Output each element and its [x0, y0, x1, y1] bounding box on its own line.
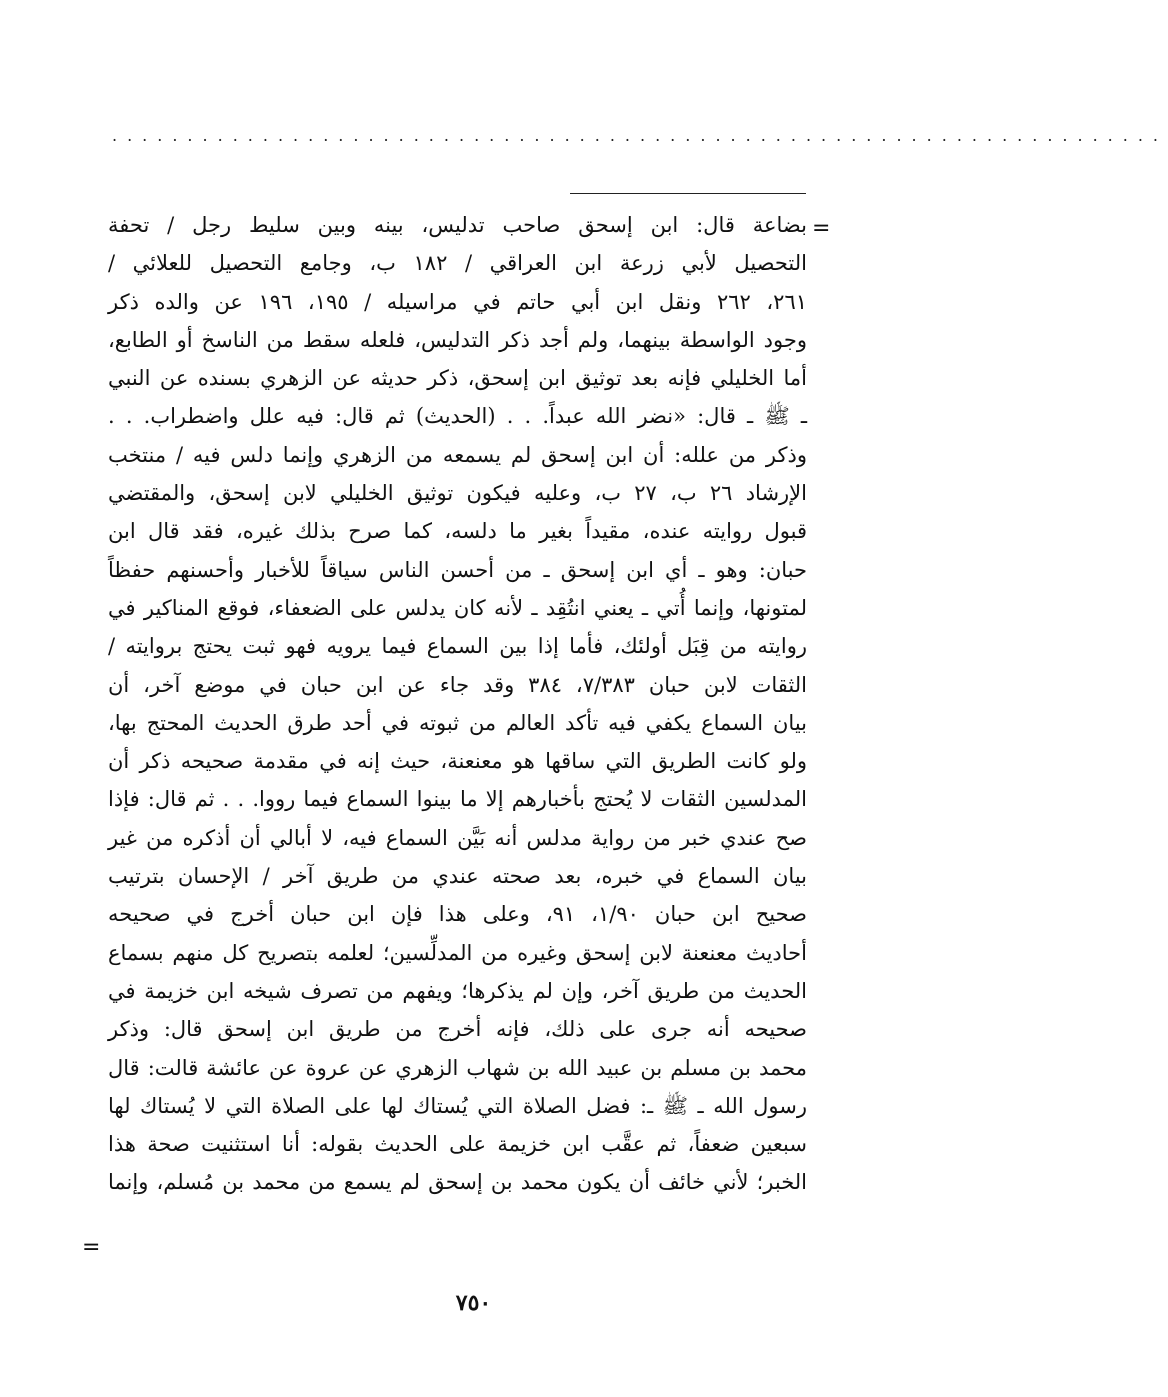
text-line: الحديث من طريق آخر، وإن لم يذكرها؛ ويفهم من تصرف شيخه ابن خزيمة في [108, 978, 807, 1003]
text-line: لمتونها، وإنما أُتي ـ يعني انتُقِد ـ لأنه كان يدلس على الضعفاء، فوقع المناكير في [108, 595, 807, 620]
text-line: سبعين ضعفاً، ثم عقَّب ابن خزيمة على الحديث بقوله: أنا استثنيت صحة هذا [108, 1132, 807, 1157]
text-line: ـ ﷺ ـ قال: «نضر الله عبداً. . . (الحديث) ثم قال: فيه علل واضطراب. . . [108, 404, 807, 429]
text-line: بضاعة قال: ابن إسحق صاحب تدليس، بينه وبين سليط رجل / تحفة [108, 213, 807, 237]
text-line: المدلسين الثقات لا يُحتج بأخبارهم إلا ما بينوا السماع فيما رووا. . . ثم قال: فإذا [108, 787, 807, 812]
page-number: ٧٥٠ [455, 1290, 492, 1316]
continuation-mark-bottom: = [82, 1235, 101, 1260]
text-line: أحاديث معنعنة لابن إسحق وغيره من المدلِّسين؛ لعلمه بتصريح كل منهم بسماع [108, 940, 807, 965]
text-line: الثقات لابن حبان ٧/٣٨٣، ٣٨٤ وقد جاء عن ابن حبان في موضع آخر، أن [108, 672, 807, 697]
text-line: التحصيل لأبي زرعة ابن العراقي / ١٨٢ ب، وجامع التحصيل للعلائي / [108, 251, 807, 276]
footnote-text [108, 206, 807, 1202]
dotted-separator: ...................................................................... [112, 126, 1168, 145]
text-line: وذكر من علله: أن ابن إسحق لم يسمعه من الزهري وإنما دلس فيه / منتخب [108, 442, 807, 467]
text-line: وجود الواسطة بينهما، ولم أجد ذكر التدليس، فلعله سقط من الناسخ أو الطابع، [108, 327, 807, 352]
text-line: محمد بن مسلم بن عبيد الله بن شهاب الزهري عن عروة عن عائشة قالت: قال [108, 1055, 807, 1080]
footnote-rule [570, 193, 806, 194]
text-line: أما الخليلي فإنه بعد توثيق ابن إسحق، ذكر حديثه عن الزهري بسنده عن النبي [108, 366, 807, 391]
text-line: ولو كانت الطريق التي ساقها هو معنعنة، حيث إنه في مقدمة صحيحه ذكر أن [108, 749, 807, 774]
text-line: صحيح ابن حبان ١/٩٠، ٩١، وعلى هذا فإن ابن حبان أخرج في صحيحه [108, 902, 807, 927]
text-line: ٢٦١، ٢٦٢ ونقل ابن أبي حاتم في مراسيله / ١٩٥، ١٩٦ عن والده ذكر [108, 289, 808, 314]
text-line: رسول الله ـ ﷺ ـ: فضل الصلاة التي يُستاك لها على الصلاة التي لا يُستاك لها [108, 1093, 807, 1118]
text-line: بيان السماع يكفي فيه تأكد العالم من ثبوته في أحد طرق الحديث المحتج بها، [108, 710, 807, 735]
text-line: الخبر؛ لأني خائف أن يكون محمد بن إسحق لم يسمع من محمد بن مُسلم، وإنما [108, 1170, 807, 1195]
text-line: الإرشاد ٢٦ ب، ٢٧ ب، وعليه فيكون توثيق الخليلي لابن إسحق، والمقتضي [108, 481, 807, 506]
text-line: حبان: وهو ـ أي ابن إسحق ـ من أحسن الناس سياقاً للأخبار وأحسنهم حفظاً [108, 557, 807, 582]
text-line: صحيحه أنه جرى على ذلك، فإنه أخرج من طريق ابن إسحق قال: وذكر [108, 1017, 807, 1042]
text-line: قبول روايته عنده، مقيداً بغير ما دلسه، كما صرح بذلك غيره، فقد قال ابن [108, 519, 807, 544]
continuation-mark-top: = [812, 216, 831, 241]
text-line: صح عندي خبر من رواية مدلس أنه بَيَّن السماع فيه، لا أبالي أن أذكره من غير [108, 825, 807, 850]
text-line: بيان السماع في خبره، بعد صحته عندي من طريق آخر / الإحسان بترتيب [108, 864, 807, 889]
text-line: روايته من قِبَل أولئك، فأما إذا بين السماع فيما يرويه فهو ثبت يحتج بروايته / [108, 634, 807, 659]
